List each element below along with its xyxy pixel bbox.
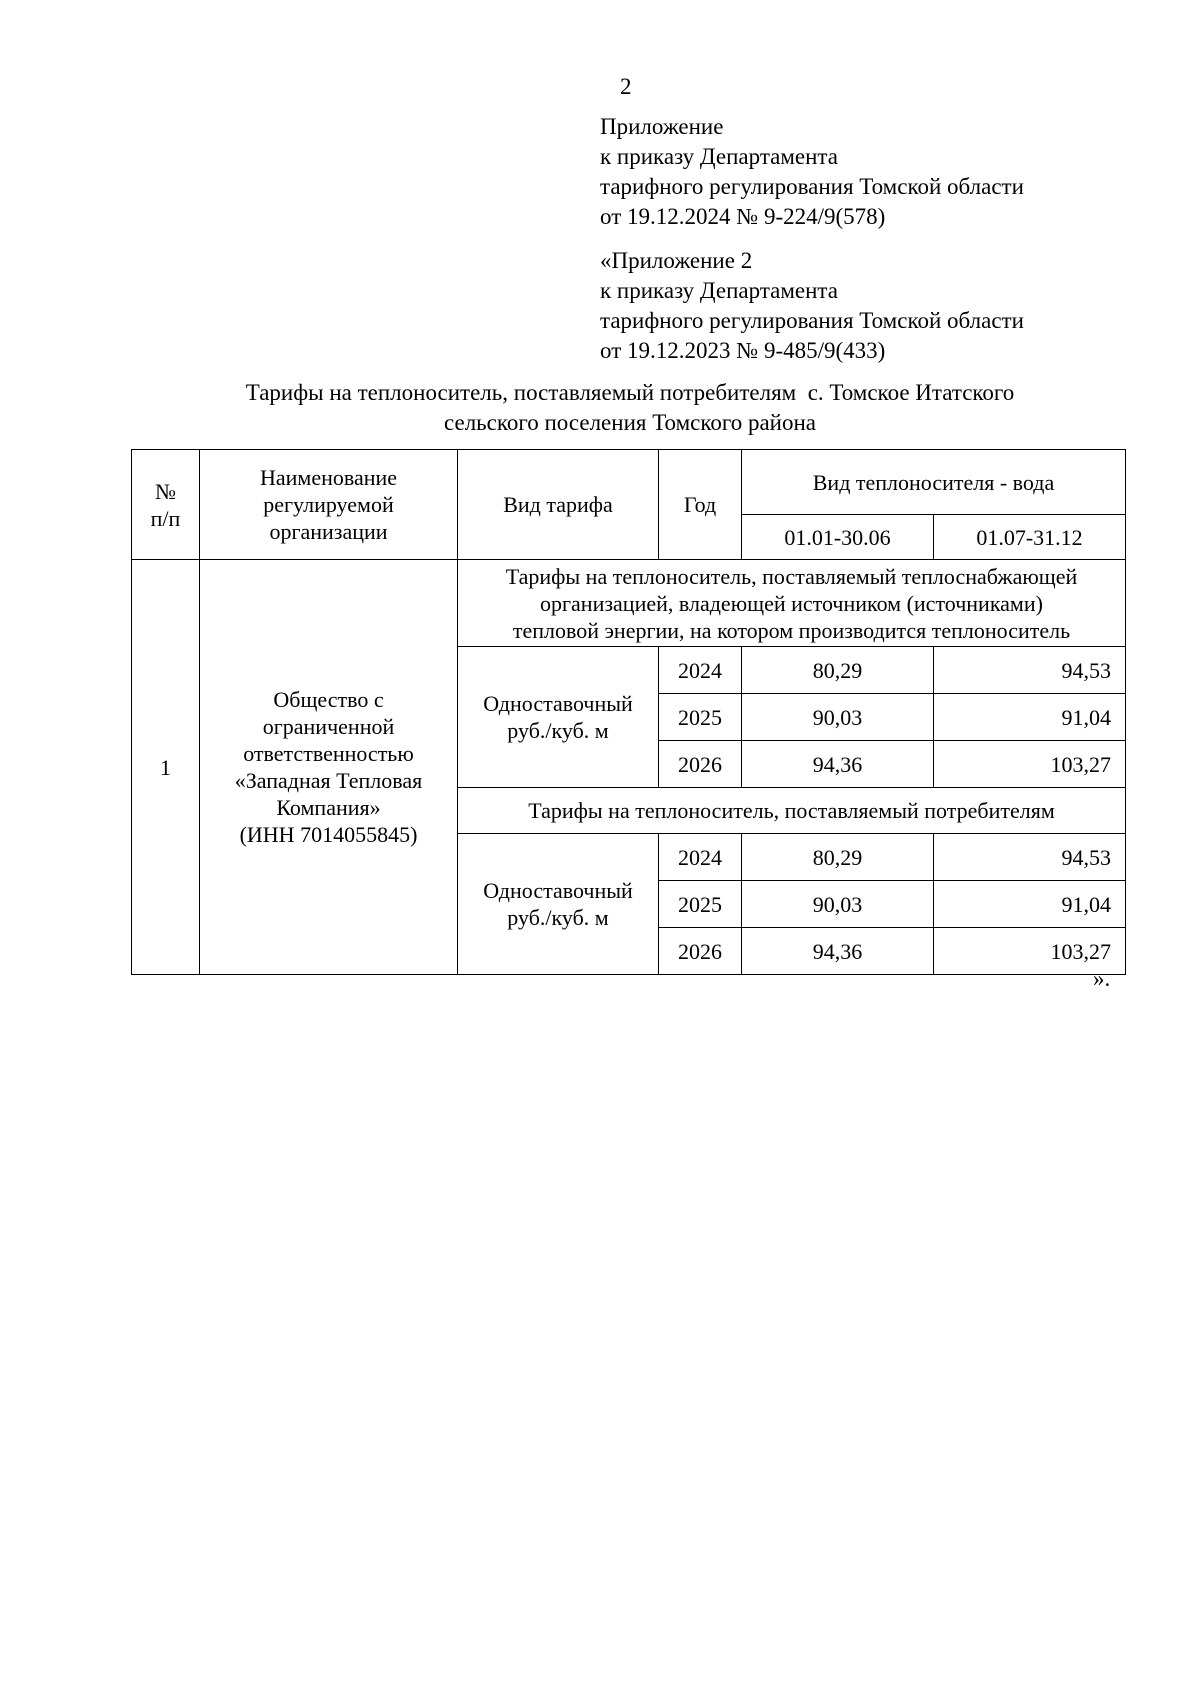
year-cell: 2025	[659, 881, 742, 928]
appendix-line: от 19.12.2023 № 9-485/9(433)	[600, 338, 886, 363]
organization-name: Общество с ограниченной ответственностью «Западная Тепловая Компания» (ИНН 7014055845)	[200, 560, 458, 975]
table-title-line: Тарифы на теплоноситель, поставляемый потребителям с. Томское Итатского	[245, 380, 1015, 405]
period-1-value: 80,29	[742, 834, 934, 881]
appendix-line: от 19.12.2024 № 9-224/9(578)	[600, 204, 886, 229]
period-2-value: 103,27	[934, 741, 1126, 788]
appendix-line: «Приложение 2	[600, 248, 753, 273]
period-1-value: 80,29	[742, 647, 934, 694]
table-title-line: сельского поселения Томского района	[444, 410, 816, 435]
section-title: Тарифы на теплоноситель, поставляемый потребителям	[458, 788, 1126, 834]
header-organization: Наименование регулируемой организации	[200, 450, 458, 560]
appendix-line: тарифного регулирования Томской области	[600, 308, 1024, 333]
period-2-value: 103,27	[934, 928, 1126, 975]
header-period-1: 01.01-30.06	[742, 515, 934, 560]
period-2-value: 91,04	[934, 881, 1126, 928]
period-1-value: 94,36	[742, 928, 934, 975]
year-cell: 2024	[659, 834, 742, 881]
year-cell: 2026	[659, 741, 742, 788]
appendix-line: к приказу Департамента	[600, 278, 838, 303]
year-cell: 2025	[659, 694, 742, 741]
tariff-type-cell: Одноставочный руб./куб. м	[458, 647, 659, 788]
header-row	[132, 450, 1126, 515]
period-1-value: 90,03	[742, 881, 934, 928]
appendix-line: к приказу Департамента	[600, 144, 838, 169]
table-title	[130, 378, 1130, 438]
year-cell: 2024	[659, 647, 742, 694]
appendix-line: тарифного регулирования Томской области	[600, 174, 1024, 199]
header-period-2: 01.07-31.12	[934, 515, 1126, 560]
page-number: 2	[620, 74, 632, 99]
section-title-row	[132, 560, 1126, 647]
appendix-line: Приложение	[600, 114, 724, 139]
tariff-type-cell: Одноставочный руб./куб. м	[458, 834, 659, 975]
appendix-current-reference	[600, 112, 1024, 232]
header-carrier: Вид теплоносителя - вода	[742, 450, 1126, 515]
section-title: Тарифы на теплоноситель, поставляемый теплоснабжающей организацией, владеющей источником (источниками) тепловой энергии, на котором производится теплоноситель	[458, 560, 1126, 647]
header-number: № п/п	[132, 450, 200, 560]
period-1-value: 94,36	[742, 741, 934, 788]
period-1-value: 90,03	[742, 694, 934, 741]
row-number: 1	[132, 560, 200, 975]
period-2-value: 91,04	[934, 694, 1126, 741]
appendix-previous-reference	[600, 246, 1024, 366]
header-year: Год	[659, 450, 742, 560]
period-2-value: 94,53	[934, 834, 1126, 881]
period-2-value: 94,53	[934, 647, 1126, 694]
tariff-table	[131, 449, 1126, 975]
header-tariff-type: Вид тарифа	[458, 450, 659, 560]
year-cell: 2026	[659, 928, 742, 975]
closing-quote: ».	[1093, 966, 1111, 991]
